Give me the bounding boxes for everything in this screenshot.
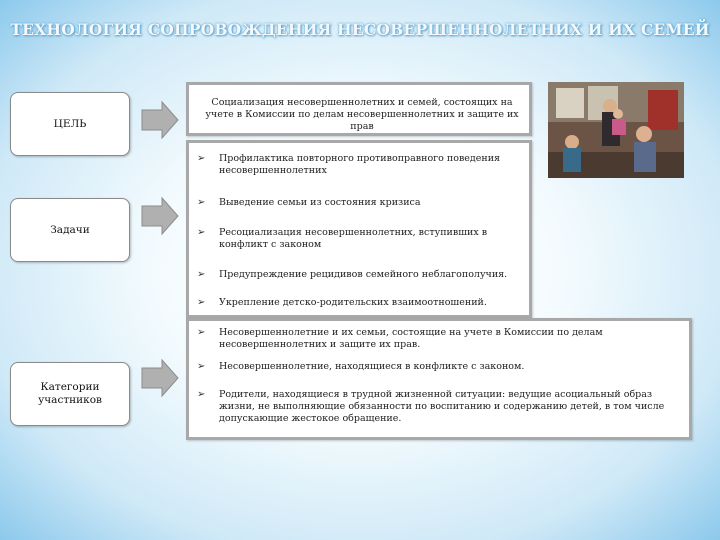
participants-label-box (10, 362, 130, 426)
arrow-bullet-icon: ➢ (197, 297, 206, 308)
goal-label: ЦЕЛЬ (53, 117, 87, 130)
arrow-right-icon (140, 358, 180, 398)
arrow-bullet-icon: ➢ (197, 227, 206, 238)
tasks-label-box (10, 198, 130, 262)
list-item: ➢ Предупреждение рецидивов семейного неблагополучия. (197, 269, 508, 280)
goal-box (186, 82, 532, 136)
arrow-bullet-icon: ➢ (197, 153, 206, 164)
arrow-bullet-icon: ➢ (197, 389, 206, 400)
arrow-bullet-icon: ➢ (197, 361, 206, 372)
arrow-right-icon (140, 100, 180, 140)
tasks-box (186, 140, 532, 318)
goal-label-box (10, 92, 130, 156)
participants-label: Категории участников (38, 381, 102, 406)
arrow-bullet-icon: ➢ (197, 327, 206, 338)
arrow-bullet-icon: ➢ (197, 269, 206, 280)
tasks-label: Задачи (50, 223, 90, 236)
list-item: ➢ Ресоциализация несовершеннолетних, вступивших в конфликт с законом (197, 227, 488, 250)
page-title: ТЕХНОЛОГИЯ СОПРОВОЖДЕНИЯ НЕСОВЕРШЕННОЛЕТНИХ И ИХ СЕМЕЙ (10, 20, 710, 39)
list-item: ➢ Укрепление детско-родительских взаимоотношений. (197, 297, 487, 308)
arrow-bullet-icon: ➢ (197, 197, 206, 208)
participants-box (186, 318, 692, 440)
goal-text: Социализация несовершеннолетних и семей, состоящих на учете в Комиссии по делам несовершеннолетних и защите их прав (205, 97, 519, 132)
family-photo (548, 82, 684, 178)
list-item: ➢ Родители, находящиеся в трудной жизненной ситуации: ведущие асоциальный образ жизни, не выполняющие обязанности по воспитанию и содержанию детей, в том числе допускающие жестокое обращение. (197, 389, 665, 424)
arrow-right-icon (140, 196, 180, 236)
list-item: ➢ Профилактика повторного противоправного поведения несовершеннолетних (197, 153, 501, 176)
list-item: ➢ Несовершеннолетние и их семьи, состоящие на учете в Комиссии по делам несовершеннолетних и защите их прав. (197, 327, 603, 350)
list-item: ➢ Несовершеннолетние, находящиеся в конфликте с законом. (197, 361, 525, 372)
list-item: ➢ Выведение семьи из состояния кризиса (197, 197, 421, 208)
